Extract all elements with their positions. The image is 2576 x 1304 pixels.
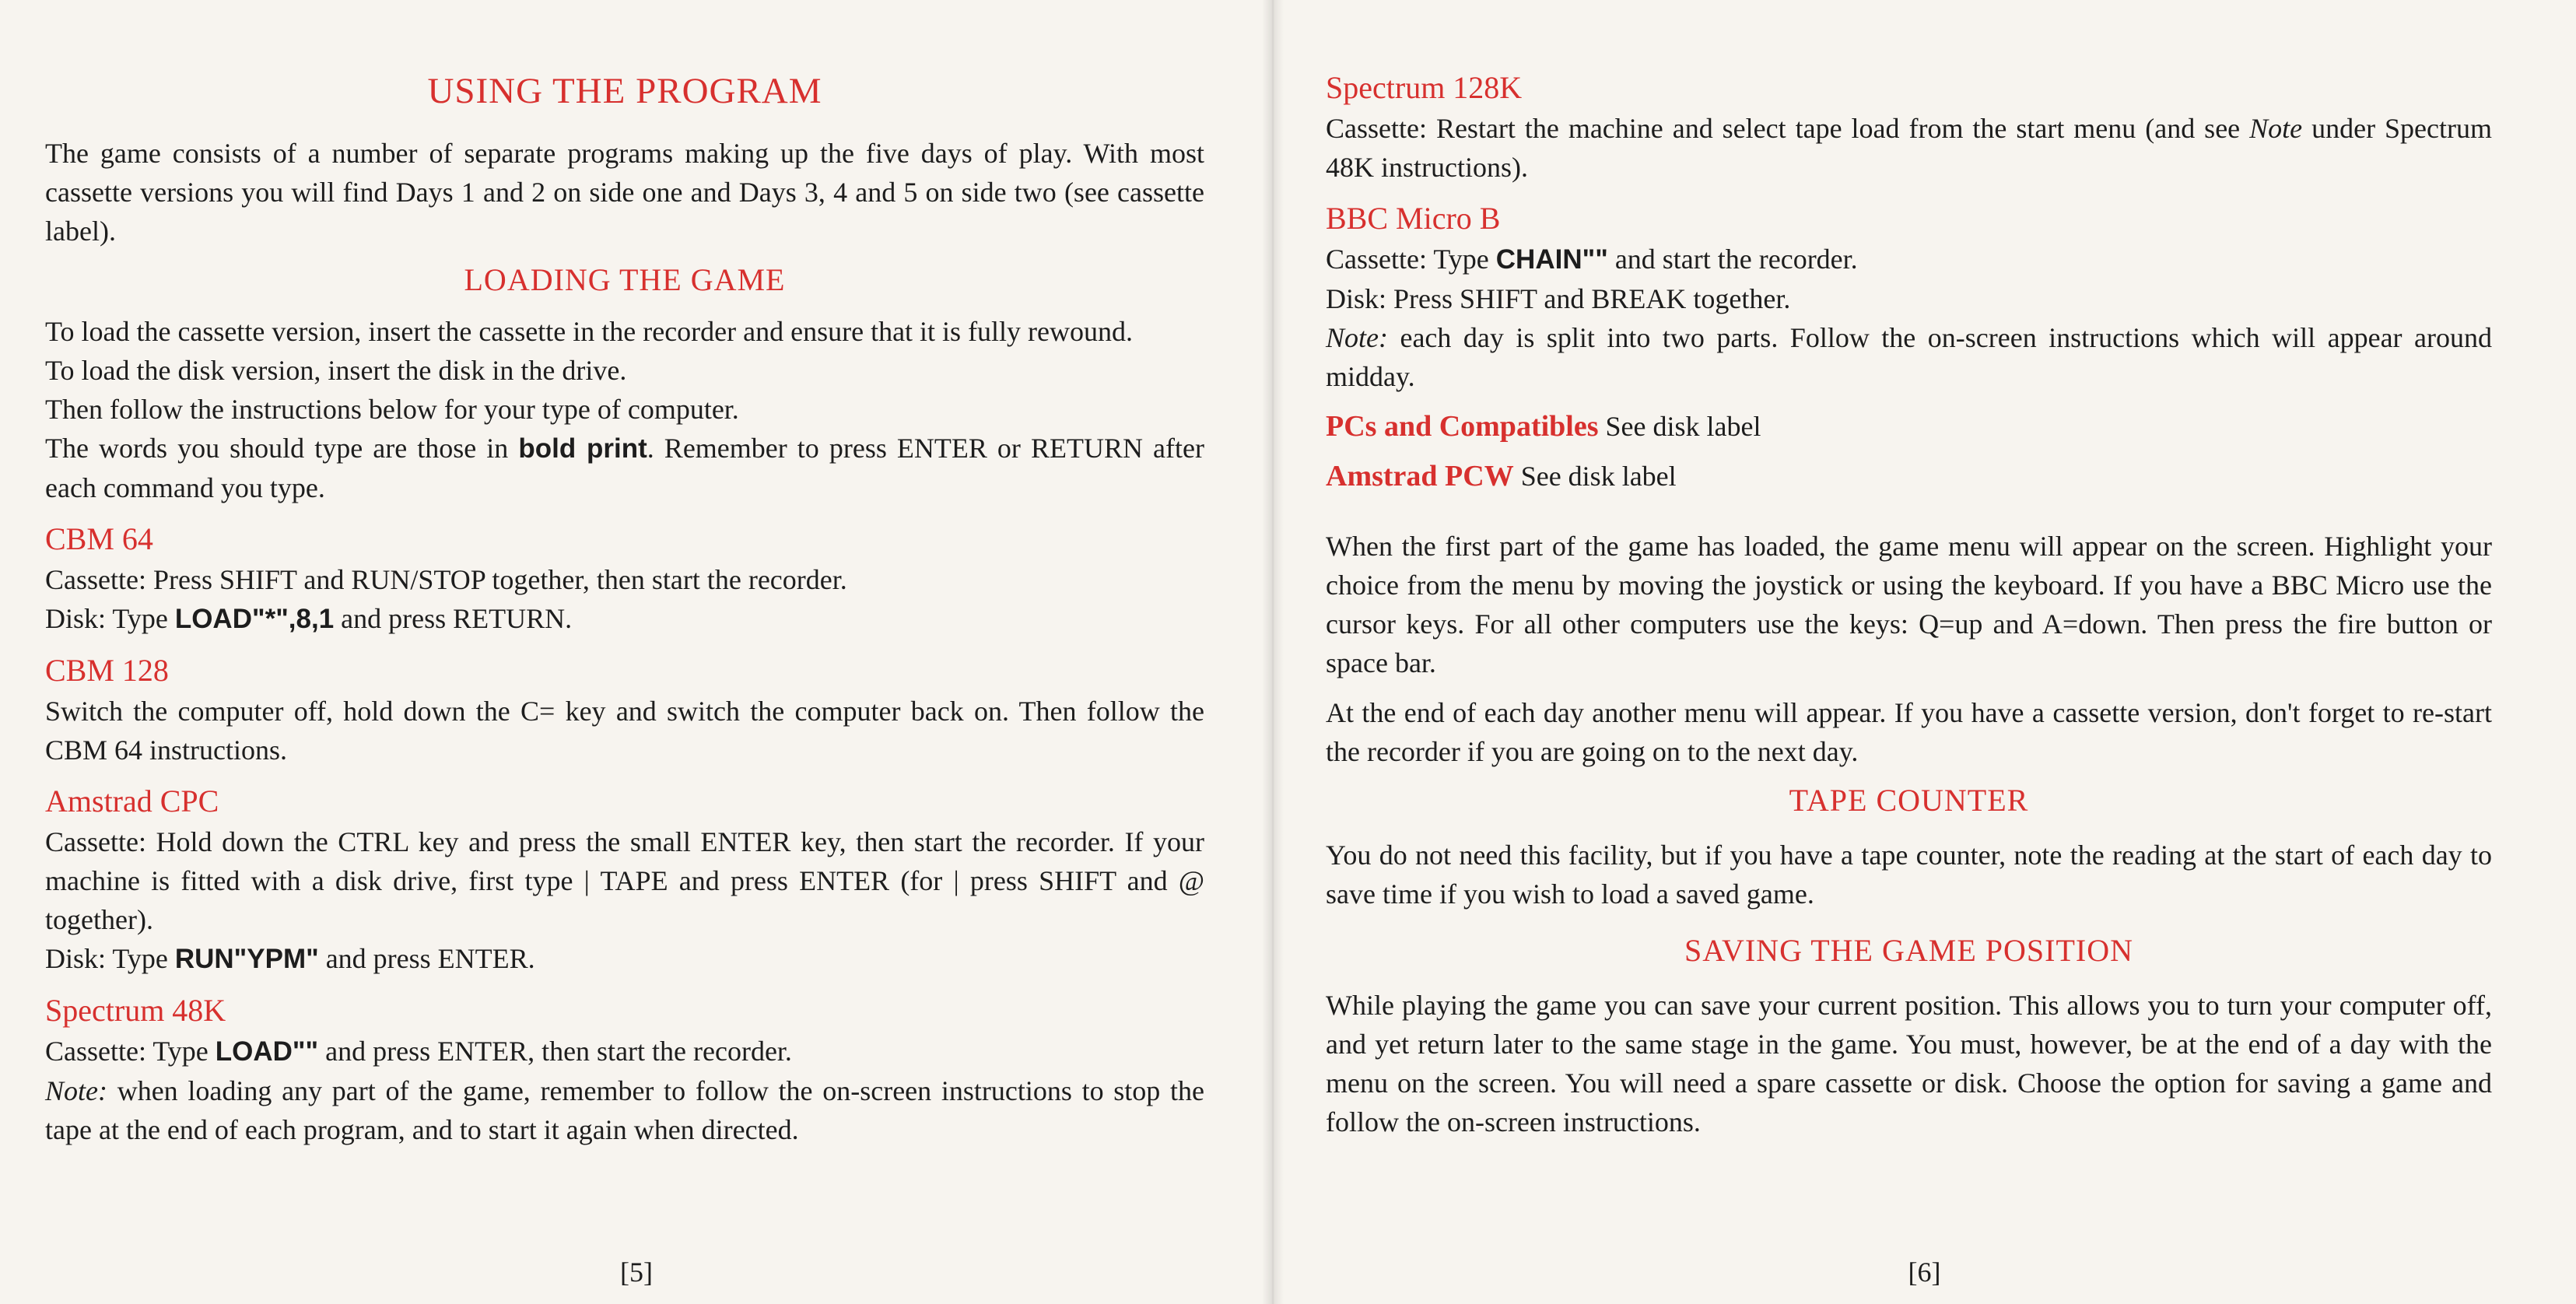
saving-text: While playing the game you can save your current position. This allows you to turn your computer off, and yet return later to the same stage in the game. You must, however, be at the end of a day with the menu on the screen. You will need a spare cassette or disk. Choose the option for saving a game and follow the on-screen instructions. (1326, 990, 2492, 1137)
s48-note (45, 1071, 1204, 1149)
bbc-note-label: Note: (1326, 322, 1388, 353)
cbm64-disk-post: and press RETURN. (334, 603, 573, 634)
cbm64-disk (45, 599, 1204, 639)
subheading-amstrad-cpc: Amstrad CPC (45, 783, 219, 819)
loading-p4-pre: The words you should type are those in (45, 433, 519, 464)
page-number-right: [6] (1908, 1257, 1941, 1288)
bbc-cassette (1326, 240, 2492, 279)
page-number-left: [5] (620, 1257, 653, 1288)
loading-paragraph-3: Then follow the instructions below for your type of computer. (45, 394, 739, 425)
menu-paragraph-1: When the first part of the game has loaded, the game menu will appear on the screen. Highlight your choice from the menu by moving the joystick or using the keyboard. If you have a BBC Micro use the cursor keys. For all other computers use the keys: Q=up and A=down. Then press the fire button or space bar. (1326, 531, 2492, 678)
section-heading-loading: LOADING THE GAME (464, 262, 786, 297)
section-heading-saving: SAVING THE GAME POSITION (1684, 933, 2133, 968)
cpc-cassette: Cassette: Hold down the CTRL key and press the small ENTER key, then start the recorder. If your machine is fitted with a disk drive, first type | TAPE and press ENTER (for | press SHIFT and @ together). (45, 826, 1204, 935)
cbm128-text: Switch the computer off, hold down the C= key and switch the computer back on. Then follow the CBM 64 instructions. (45, 696, 1204, 766)
subheading-bbc-micro: BBC Micro B (1326, 201, 1501, 236)
bbc-note (1326, 318, 2492, 396)
s48-cassette-post: and press ENTER, then start the recorder. (318, 1036, 792, 1067)
pc-line (1326, 407, 2492, 446)
subheading-cbm128: CBM 128 (45, 653, 169, 688)
cpc-disk-post: and press ENTER. (318, 943, 535, 974)
subheading-spectrum-48k: Spectrum 48K (45, 993, 226, 1028)
cbm64-disk-pre: Disk: Type (45, 603, 175, 634)
cpc-disk-bold: RUN"YPM" (174, 944, 319, 974)
subheading-pcs: PCs and Compatibles (1326, 410, 1599, 443)
page-title: USING THE PROGRAM (427, 71, 822, 111)
menu-paragraph-2: At the end of each day another menu will appear. If you have a cassette version, don't forget to re-start the recorder if you are going on to the next day. (1326, 697, 2492, 767)
subheading-amstrad-pcw: Amstrad PCW (1326, 460, 1514, 493)
page-right (1273, 0, 2576, 1304)
bbc-disk: Disk: Press SHIFT and BREAK together. (1326, 283, 1791, 314)
bbc-note-text: each day is split into two parts. Follow the on-screen instructions which will appear around midday. (1326, 322, 2492, 392)
bbc-cassette-bold: CHAIN"" (1495, 244, 1608, 275)
page-left (0, 0, 1273, 1304)
loading-paragraph-1: To load the cassette version, insert the cassette in the recorder and ensure that it is fully rewound. (45, 316, 1134, 347)
s128-text-italic: Note (2249, 113, 2303, 144)
loading-p4-bold: bold print (518, 433, 647, 464)
cpc-disk (45, 939, 1204, 979)
cbm64-disk-bold: LOAD"*",8,1 (174, 604, 335, 634)
subheading-cbm64: CBM 64 (45, 521, 153, 556)
s128-text (1326, 109, 2492, 187)
subheading-spectrum-128k: Spectrum 128K (1326, 70, 1523, 105)
s48-cassette-pre: Cassette: Type (45, 1036, 216, 1067)
s48-cassette-bold: LOAD"" (215, 1036, 319, 1067)
book-gutter (1262, 0, 1284, 1304)
loading-paragraph-4 (45, 429, 1204, 507)
loading-p4-post: . Remember to press ENTER or RETURN after each command you type. (45, 433, 1204, 503)
s48-note-text: when loading any part of the game, remember to follow the on-screen instructions to stop the tape at the end of each program, and to start it again when directed. (45, 1075, 1204, 1145)
s128-text-pre: Cassette: Restart the machine and select tape load from the start menu (and see (1326, 113, 2250, 144)
pcw-line (1326, 457, 2492, 496)
s128-text-post: under Spectrum 48K instructions). (1326, 113, 2492, 183)
intro-paragraph: The game consists of a number of separate programs making up the five days of play. With most cassette versions you will find Days 1 and 2 on side one and Days 3, 4 and 5 on side two (see cassette label). (45, 138, 1204, 247)
pc-text: See disk label (1598, 411, 1761, 442)
cbm64-cassette: Cassette: Press SHIFT and RUN/STOP together, then start the recorder. (45, 564, 847, 595)
section-heading-tape-counter: TAPE COUNTER (1789, 783, 2029, 818)
bbc-cassette-post: and start the recorder. (1607, 244, 1858, 275)
s48-note-label: Note: (45, 1075, 107, 1106)
bbc-cassette-pre: Cassette: Type (1326, 244, 1496, 275)
cpc-disk-pre: Disk: Type (45, 943, 175, 974)
s48-cassette (45, 1032, 1204, 1071)
pcw-text: See disk label (1513, 461, 1677, 492)
loading-paragraph-2: To load the disk version, insert the disk in the drive. (45, 355, 627, 386)
tape-counter-text: You do not need this facility, but if you have a tape counter, note the reading at the start of each day to save time if you wish to load a saved game. (1326, 840, 2492, 910)
